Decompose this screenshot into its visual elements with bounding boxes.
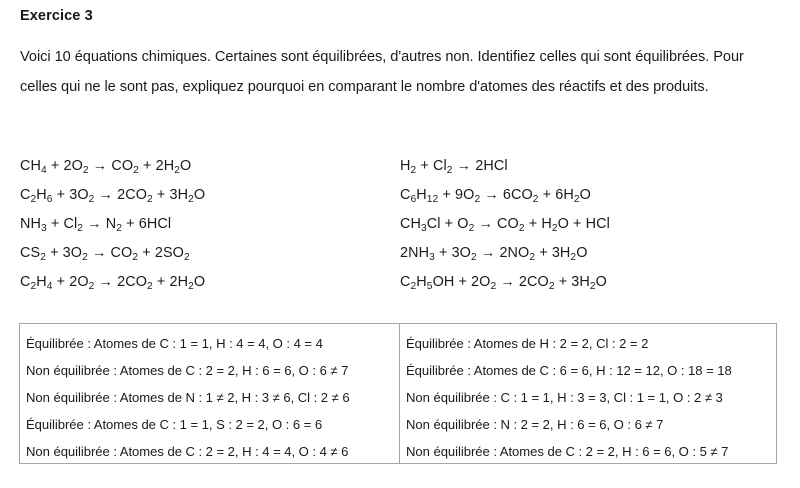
equation-item: $C_2H_4 + 2O_2 \to 2CO_2 + 2H_2O$ bbox=[20, 274, 206, 292]
answer-box-divider bbox=[399, 324, 400, 463]
answer-line: Équilibrée : Atomes de C : 6 = 6, H : 12 = 12, O : 18 = 18 bbox=[406, 363, 732, 378]
answer-key-box bbox=[19, 323, 777, 464]
answer-line: Non équilibrée : Atomes de C : 2 = 2, H : 4 = 4, O : 4 ≠ 6 bbox=[26, 444, 349, 459]
answer-line: Équilibrée : Atomes de C : 1 = 1, S : 2 = 2, O : 6 = 6 bbox=[26, 417, 323, 432]
equation-item: $NH_3 + Cl_2 \to N_2 + 6HCl$ bbox=[20, 216, 172, 234]
equation-item: $C_6H_{12} + 9O_2 \to 6CO_2 + 6H_2O$ bbox=[400, 187, 591, 205]
answer-column-left bbox=[26, 330, 396, 465]
answer-line: Non équilibrée : Atomes de N : 1 ≠ 2, H : 3 ≠ 6, Cl : 2 ≠ 6 bbox=[26, 390, 350, 405]
equation-item: $2NH_3 + 3O_2 \to 2NO_2 + 3H_2O$ bbox=[400, 245, 588, 263]
answer-line: Non équilibrée : Atomes de C : 2 = 2, H : 6 = 6, O : 6 ≠ 7 bbox=[26, 363, 349, 378]
answer-line: Non équilibrée : C : 1 = 1, H : 3 = 3, Cl : 1 = 1, O : 2 ≠ 3 bbox=[406, 390, 723, 405]
equation-item: $C_2H_6 + 3O_2 \to 2CO_2 + 3H_2O$ bbox=[20, 187, 206, 205]
equation-item: $CH_4 + 2O_2 \to CO_2 + 2H_2O$ bbox=[20, 158, 192, 176]
equations-column-left bbox=[20, 152, 390, 297]
page-title: Exercice 3 bbox=[20, 8, 93, 24]
answer-line: Équilibrée : Atomes de H : 2 = 2, Cl : 2 = 2 bbox=[406, 336, 649, 351]
answer-line: Équilibrée : Atomes de C : 1 = 1, H : 4 = 4, O : 4 = 4 bbox=[26, 336, 323, 351]
equation-item: $CS_2 + 3O_2 \to CO_2 + 2SO_2$ bbox=[20, 245, 190, 263]
equation-item: $H_2 + Cl_2 \to 2HCl$ bbox=[400, 158, 508, 176]
instructions-paragraph: Voici 10 équations chimiques. Certaines sont équilibrées, d'autres non. Identifiez celles qui sont équilibrées. Pour celles qui ne le sont pas, expliquez pourquoi en comparant le nombre d'atomes des réactifs et des produits. bbox=[20, 49, 744, 95]
equations-section bbox=[0, 152, 800, 302]
answer-column-right bbox=[406, 330, 772, 465]
answer-line: Non équilibrée : Atomes de C : 2 = 2, H : 6 = 6, O : 5 ≠ 7 bbox=[406, 444, 729, 459]
equation-item: $C_2H_5OH + 2O_2 \to 2CO_2 + 3H_2O$ bbox=[400, 274, 607, 292]
answer-line: Non équilibrée : N : 2 = 2, H : 6 = 6, O : 6 ≠ 7 bbox=[406, 417, 664, 432]
equations-column-right bbox=[400, 152, 780, 297]
equation-item: $CH_3Cl + O_2 \to CO_2 + H_2O$ + HCl bbox=[400, 216, 610, 234]
